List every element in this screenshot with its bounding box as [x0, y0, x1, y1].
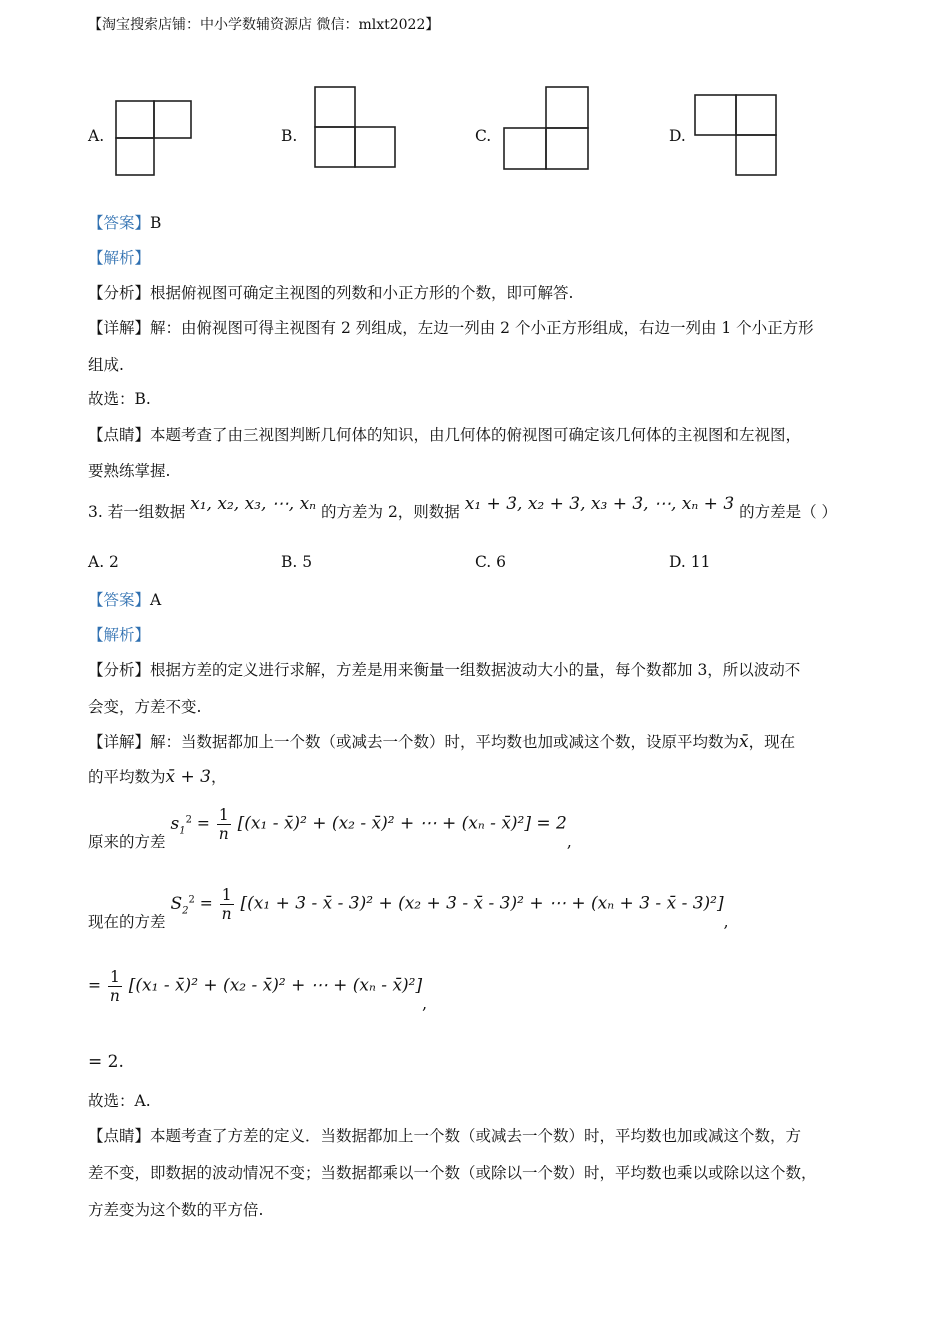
q3-stem: [88, 494, 838, 522]
orig-variance-formula: [(x₁ - x̄)² + (x₂ - x̄)² + ⋯ + (xₙ - x̄)²] = 2: [237, 813, 567, 834]
q3-dianjing-line3: 方差变为这个数的平方倍.: [88, 1201, 264, 1219]
option-d-label: D.: [669, 127, 686, 145]
option-c-label: C.: [475, 127, 492, 145]
dianjing-text: 本题考查了方差的定义．当数据都加上一个数（或减去一个数）时，平均数也加或减这个数，方: [150, 1127, 802, 1145]
option-b-label: B.: [281, 127, 298, 145]
xiangjie-text: 解：当数据都加上一个数（或减去一个数）时，平均数也加或减这个数，设原平均数为: [150, 733, 740, 751]
q2-dianjing-line1: [88, 423, 801, 445]
q2-dianjing-line2: 要熟练掌握.: [88, 462, 171, 480]
q3-choice-d: D. 11: [669, 553, 711, 571]
equals-two-value: = 2: [88, 1052, 119, 1072]
answer-tag: 【答案】: [88, 591, 151, 609]
q3-choice-a: A. 2: [88, 553, 119, 571]
frac-1-over-n: $\frac{1}{n}$: [218, 806, 229, 843]
xiangjie-text-2: 的平均数为: [88, 768, 166, 786]
stem-part-a: 3. 若一组数据: [88, 503, 186, 521]
now-variance-row: 现在的方差 $S_2^2$ = $\frac{1}{n}$ [(x₁ + 3 - x̄ - 3)² + (x₂ + 3 - x̄ - 3)² + ⋯ + (xₙ + 3 - x̄ - 3)²],: [88, 886, 729, 931]
fenxi-tag: 【分析】: [88, 284, 151, 302]
xbar-plus3: x̄ + 3: [165, 767, 211, 787]
xiangjie-text: 解：由俯视图可得主视图有 2 列组成，左边一列由 2 个小正方形组成，右边一列由 1 个小正方形: [150, 319, 814, 337]
q2-answer: [88, 211, 161, 233]
comma: ，: [210, 768, 227, 786]
dianjing-tag: 【点睛】: [88, 1127, 151, 1145]
simplified-formula: [(x₁ - x̄)² + (x₂ - x̄)² + ⋯ + (xₙ - x̄)²]: [128, 975, 423, 996]
q3-fenxi-line1: [88, 658, 800, 680]
q3-guxuan: 故选：A.: [88, 1092, 151, 1110]
orig-variance-row: 原来的方差 $s_1^2$ = $\frac{1}{n}$ [(x₁ - x̄)² + (x₂ - x̄)² + ⋯ + (xₙ - x̄)²] = 2,: [88, 806, 572, 851]
option-d-figure: [694, 94, 780, 180]
q2-jiexi: 【解析】: [88, 249, 151, 267]
option-a-figure: [114, 99, 194, 179]
simplified-row: = $\frac{1}{n}$ [(x₁ - x̄)² + (x₂ - x̄)² + ⋯ + (xₙ - x̄)²],: [88, 968, 428, 1013]
option-b-figure: [313, 86, 399, 172]
fenxi-tag: 【分析】: [88, 661, 151, 679]
q3-answer: [88, 588, 161, 610]
q3-dianjing-line1: [88, 1124, 801, 1146]
q2-xiangjie-line2: 组成.: [88, 356, 124, 374]
fenxi-text: 根据方差的定义进行求解，方差是用来衡量一组数据波动大小的量，每个数都加 3，所以波动不: [150, 661, 801, 679]
option-c-figure: [503, 86, 593, 174]
xbar-symbol: x̄: [739, 732, 749, 752]
dianjing-text: 本题考查了由三视图判断几何体的知识，由几何体的俯视图可确定该几何体的主视图和左视图，: [150, 426, 802, 444]
frac-1-over-n: $\frac{1}{n}$: [109, 968, 120, 1005]
q2-guxuan: 故选：B.: [88, 390, 151, 408]
q2-fenxi: [88, 281, 573, 303]
fenxi-text: 根据俯视图可确定主视图的列数和小正方形的个数，即可解答.: [150, 284, 574, 302]
now-variance-label: 现在的方差: [88, 912, 166, 931]
q3-choice-b: B. 5: [281, 553, 313, 571]
q3-dianjing-line2: 差不变，即数据的波动情况不变；当数据都乘以一个数（或除以一个数）时，平均数也乘以或除以这个数，: [88, 1164, 817, 1182]
q3-jiexi: 【解析】: [88, 626, 151, 644]
xiangjie-text-b: ，现在: [748, 733, 796, 751]
stem-data-shifted: x₁ + 3, x₂ + 3, x₃ + 3, ⋯, xₙ + 3: [464, 494, 735, 514]
q3-fenxi-line2: 会变，方差不变.: [88, 698, 202, 716]
q3-xiangjie-line1: [88, 730, 795, 752]
orig-variance-label: 原来的方差: [88, 832, 166, 851]
q3-choice-c: C. 6: [475, 553, 507, 571]
xiangjie-tag: 【详解】: [88, 733, 151, 751]
answer-tag: 【答案】: [88, 214, 151, 232]
frac-1-over-n: $\frac{1}{n}$: [221, 886, 232, 923]
dianjing-tag: 【点睛】: [88, 426, 151, 444]
equals-two: = 2.: [88, 1052, 124, 1072]
answer-value: B: [150, 214, 162, 232]
answer-value: A: [150, 591, 162, 609]
stem-part-b: 的方差为 2，则数据: [321, 503, 460, 521]
option-a-label: A.: [88, 127, 105, 145]
xiangjie-tag: 【详解】: [88, 319, 151, 337]
q2-xiangjie-line1: [88, 316, 814, 338]
stem-data-original: x₁, x₂, x₃, ⋯, xₙ: [190, 494, 317, 514]
stem-part-c: 的方差是（ ）: [739, 503, 838, 521]
q3-xiangjie-line2: [88, 765, 227, 787]
now-variance-formula: [(x₁ + 3 - x̄ - 3)² + (x₂ + 3 - x̄ - 3)² + ⋯ + (xₙ + 3 - x̄ - 3)²]: [240, 893, 724, 914]
page-header: 【淘宝搜索店铺：中小学数辅资源店 微信：mlxt2022】: [88, 17, 440, 33]
